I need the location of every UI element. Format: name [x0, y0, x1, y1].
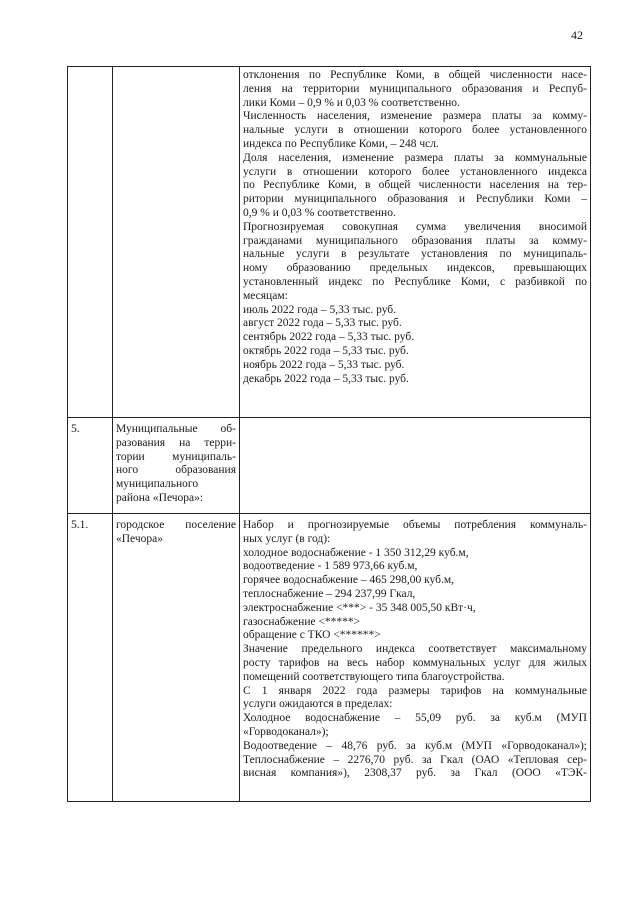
text-line: по Республике Коми, в общей численности населения на тер-: [243, 179, 587, 192]
text-line: теплоснабжение – 294 237,99 Гкал,: [243, 587, 416, 600]
text-line: холодное водоснабжение - 1 350 312,29 куб.м,: [243, 546, 469, 559]
text-line: ления на территории муниципального образования и Респуб-: [243, 82, 587, 95]
text-line: городское поселение: [116, 519, 236, 531]
table-row: [68, 514, 591, 802]
description-cell: [240, 418, 591, 514]
municipality-name-cell: [113, 514, 240, 802]
text-line: Прогнозируемая совокупная сумма увеличения вносимой: [243, 220, 587, 233]
row-number-cell: 5.1.: [68, 514, 113, 802]
municipality-name-cell: [113, 418, 240, 514]
text-line: района «Печора»:: [116, 491, 204, 504]
text-line: водоотведение - 1 589 973,66 куб.м,: [243, 560, 418, 573]
text-line: декабрь 2022 года – 5,33 тыс. руб.: [243, 372, 409, 385]
text-line: разования на терри-: [116, 436, 236, 449]
text-line: ритории муниципального образования и Республики Коми –: [243, 193, 587, 206]
text-line: Значение предельного индекса соответствует максимальному: [243, 643, 587, 656]
description-cell: [240, 67, 591, 418]
text-line: услуги в отношении которого более установленного индекса: [243, 165, 587, 178]
text-line: ных услуг (в год):: [243, 532, 331, 545]
text-line: нальные услуги в результате установления по муниципаль-: [243, 248, 587, 261]
document-table: [67, 66, 591, 802]
text-line: август 2022 года – 5,33 тыс. руб.: [243, 317, 402, 330]
text-line: нальные услуги в отношении которого более установленного: [243, 124, 587, 137]
text-line: 0,9 % и 0,03 % соответственно.: [243, 206, 396, 219]
text-line: обращение с ТКО <******>: [243, 629, 381, 642]
text-line: гражданами муниципального образования платы за комму-: [243, 234, 587, 247]
text-line: июль 2022 года – 5,33 тыс. руб.: [243, 303, 397, 316]
text-line: тории муниципаль-: [116, 450, 236, 463]
text-line: Набор и прогнозируемые объемы потребления коммуналь-: [243, 519, 587, 531]
text-line: Доля населения, изменение размера платы за коммунальные: [243, 151, 587, 164]
text-line: росту тарифов на весь набор коммунальных услуг для жилых: [243, 656, 587, 669]
municipality-name-cell: [113, 67, 240, 418]
table-row: [68, 418, 591, 514]
text-line: услуги ожидаются в пределах:: [243, 698, 393, 711]
text-line: ноябрь 2022 года – 5,33 тыс. руб.: [243, 358, 405, 371]
text-line: «Печора»: [116, 532, 164, 545]
text-line: Численность населения, изменение размера платы за комму-: [243, 110, 587, 123]
text-line: лики Коми – 0,9 % и 0,03 % соответственно.: [243, 96, 460, 109]
text-line: «Горводоканал»);: [243, 725, 329, 738]
row-number-cell: 5.: [68, 418, 113, 514]
text-line: ного образования: [116, 464, 236, 477]
text-line: сентябрь 2022 года – 5,33 тыс. руб.: [243, 331, 415, 344]
text-line: горячее водоснабжение – 465 298,00 куб.м,: [243, 574, 455, 587]
text-line: С 1 января 2022 года размеры тарифов на коммунальные: [243, 684, 587, 697]
description-cell: [240, 514, 591, 802]
text-line: установленный индекс по Республике Коми, с разбивкой по: [243, 275, 587, 288]
table-row: [68, 67, 591, 418]
text-line: Теплоснабжение – 2276,70 руб. за Гкал (ОАО «Тепловая сер-: [243, 753, 587, 766]
text-line: Холодное водоснабжение – 55,09 руб. за куб.м (МУП: [243, 712, 587, 725]
text-line: месяцам:: [243, 289, 288, 302]
text-line: ному образованию предельных индексов, превышающих: [243, 262, 587, 275]
text-line: муниципального: [116, 478, 199, 491]
text-line: индекса по Республике Коми, – 248 чсл.: [243, 137, 439, 150]
text-line: газоснабжение <*****>: [243, 615, 361, 628]
text-line: Водоотведение – 48,76 руб. за куб.м (МУП «Горводоканал»);: [243, 739, 587, 752]
text-line: помещений соответствующего типа благоустройства.: [243, 670, 505, 683]
page-number: 42: [571, 28, 583, 42]
text-line: отклонения по Республике Коми, в общей численности насе-: [243, 69, 587, 81]
row-number-cell: [68, 67, 113, 418]
text-line: висная компания»), 2308,37 руб. за Гкал (ООО «ТЭК-: [243, 767, 587, 780]
text-line: октябрь 2022 года – 5,33 тыс. руб.: [243, 344, 409, 357]
text-line: Муниципальные об-: [116, 423, 236, 435]
text-line: электроснабжение <***> - 35 348 005,50 кВт·ч,: [243, 601, 476, 614]
